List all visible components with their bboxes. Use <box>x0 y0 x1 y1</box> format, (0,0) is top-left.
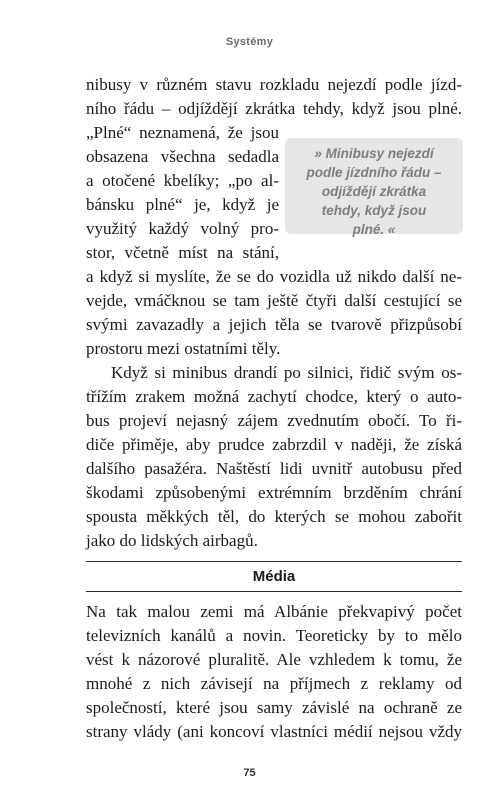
page-number: 75 <box>243 767 256 779</box>
section-rule-bottom <box>86 591 462 592</box>
text-line: diče přiměje, aby prudce zabrzdil v naději, že získá <box>86 435 462 454</box>
text-line: bánsku plné“ je, když je <box>86 195 279 214</box>
text-line: třížím zrakem možná zachytí chodce, který o auto- <box>86 387 462 406</box>
pull-quote-line: plné. « <box>352 222 396 237</box>
pull-quote-line: odjíždějí zkrátka <box>321 184 427 199</box>
section-rule-top <box>86 561 462 562</box>
text-line: televizních kanálů a novin. Teoreticky by to mělo <box>86 626 462 645</box>
text-line: jako do lidských airbagů. <box>86 531 258 550</box>
text-line: bus projeví nejasný zájem zvednutím obočí. To ři- <box>86 411 462 430</box>
text-line: nibusy v různém stavu rozkladu nejezdí podle jízd- <box>86 75 462 94</box>
text-line: Když si minibus drandí po silnici, řidič svým os- <box>111 363 462 382</box>
text-line: dalšího pasažéra. Naštěstí lidi uvnitř autobusu před <box>86 459 462 478</box>
text-line: mnohé z nich závisejí na příjmech z reklamy od <box>86 674 462 693</box>
text-line: svými zavazadly a jejich těla se tvarově přizpůsobí <box>86 315 462 334</box>
text-line: společností, které jsou samy závislé na ochraně ze <box>86 698 462 717</box>
text-line: využitý každý volný pro- <box>86 219 279 238</box>
text-line: „Plné“ neznamená, že jsou <box>86 123 279 142</box>
text-line: a když si myslíte, že se do vozidla už nikdo další ne- <box>86 267 462 286</box>
section-title: Média <box>252 568 296 585</box>
text-line: vést k názorové pluralitě. Ale vzhledem k tomu, že <box>86 650 462 669</box>
text-line: ního řádu – odjíždějí zkrátka tehdy, když jsou plné. <box>86 99 462 118</box>
pull-quote-line: tehdy, když jsou <box>321 203 427 218</box>
text-line: a otočené kbelíky; „po al- <box>86 171 279 190</box>
pull-quote <box>285 138 463 237</box>
text-line: strany vlády (ani koncoví vlastníci médií nejsou vždy <box>86 722 462 741</box>
text-line: Na tak malou zemi má Albánie překvapivý počet <box>86 602 462 621</box>
pull-quote-line: » Minibusy nejezdí <box>314 146 434 161</box>
text-line: stor, včetně míst na stání, <box>86 243 279 262</box>
text-line: škodami způsobenými extrémním brzděním chrání <box>86 483 462 502</box>
text-line: obsazena všechna sedadla <box>86 147 279 166</box>
text-line: prostoru mezi ostatními těly. <box>86 339 281 358</box>
pull-quote-line: podle jízdního řádu – <box>306 165 442 180</box>
running-header: Systémy <box>225 36 274 48</box>
text-line: spousta měkkých těl, do kterých se mohou zabořit <box>86 507 462 526</box>
text-line: vejde, vmáčknou se tam ještě čtyři další cestující se <box>86 291 462 310</box>
